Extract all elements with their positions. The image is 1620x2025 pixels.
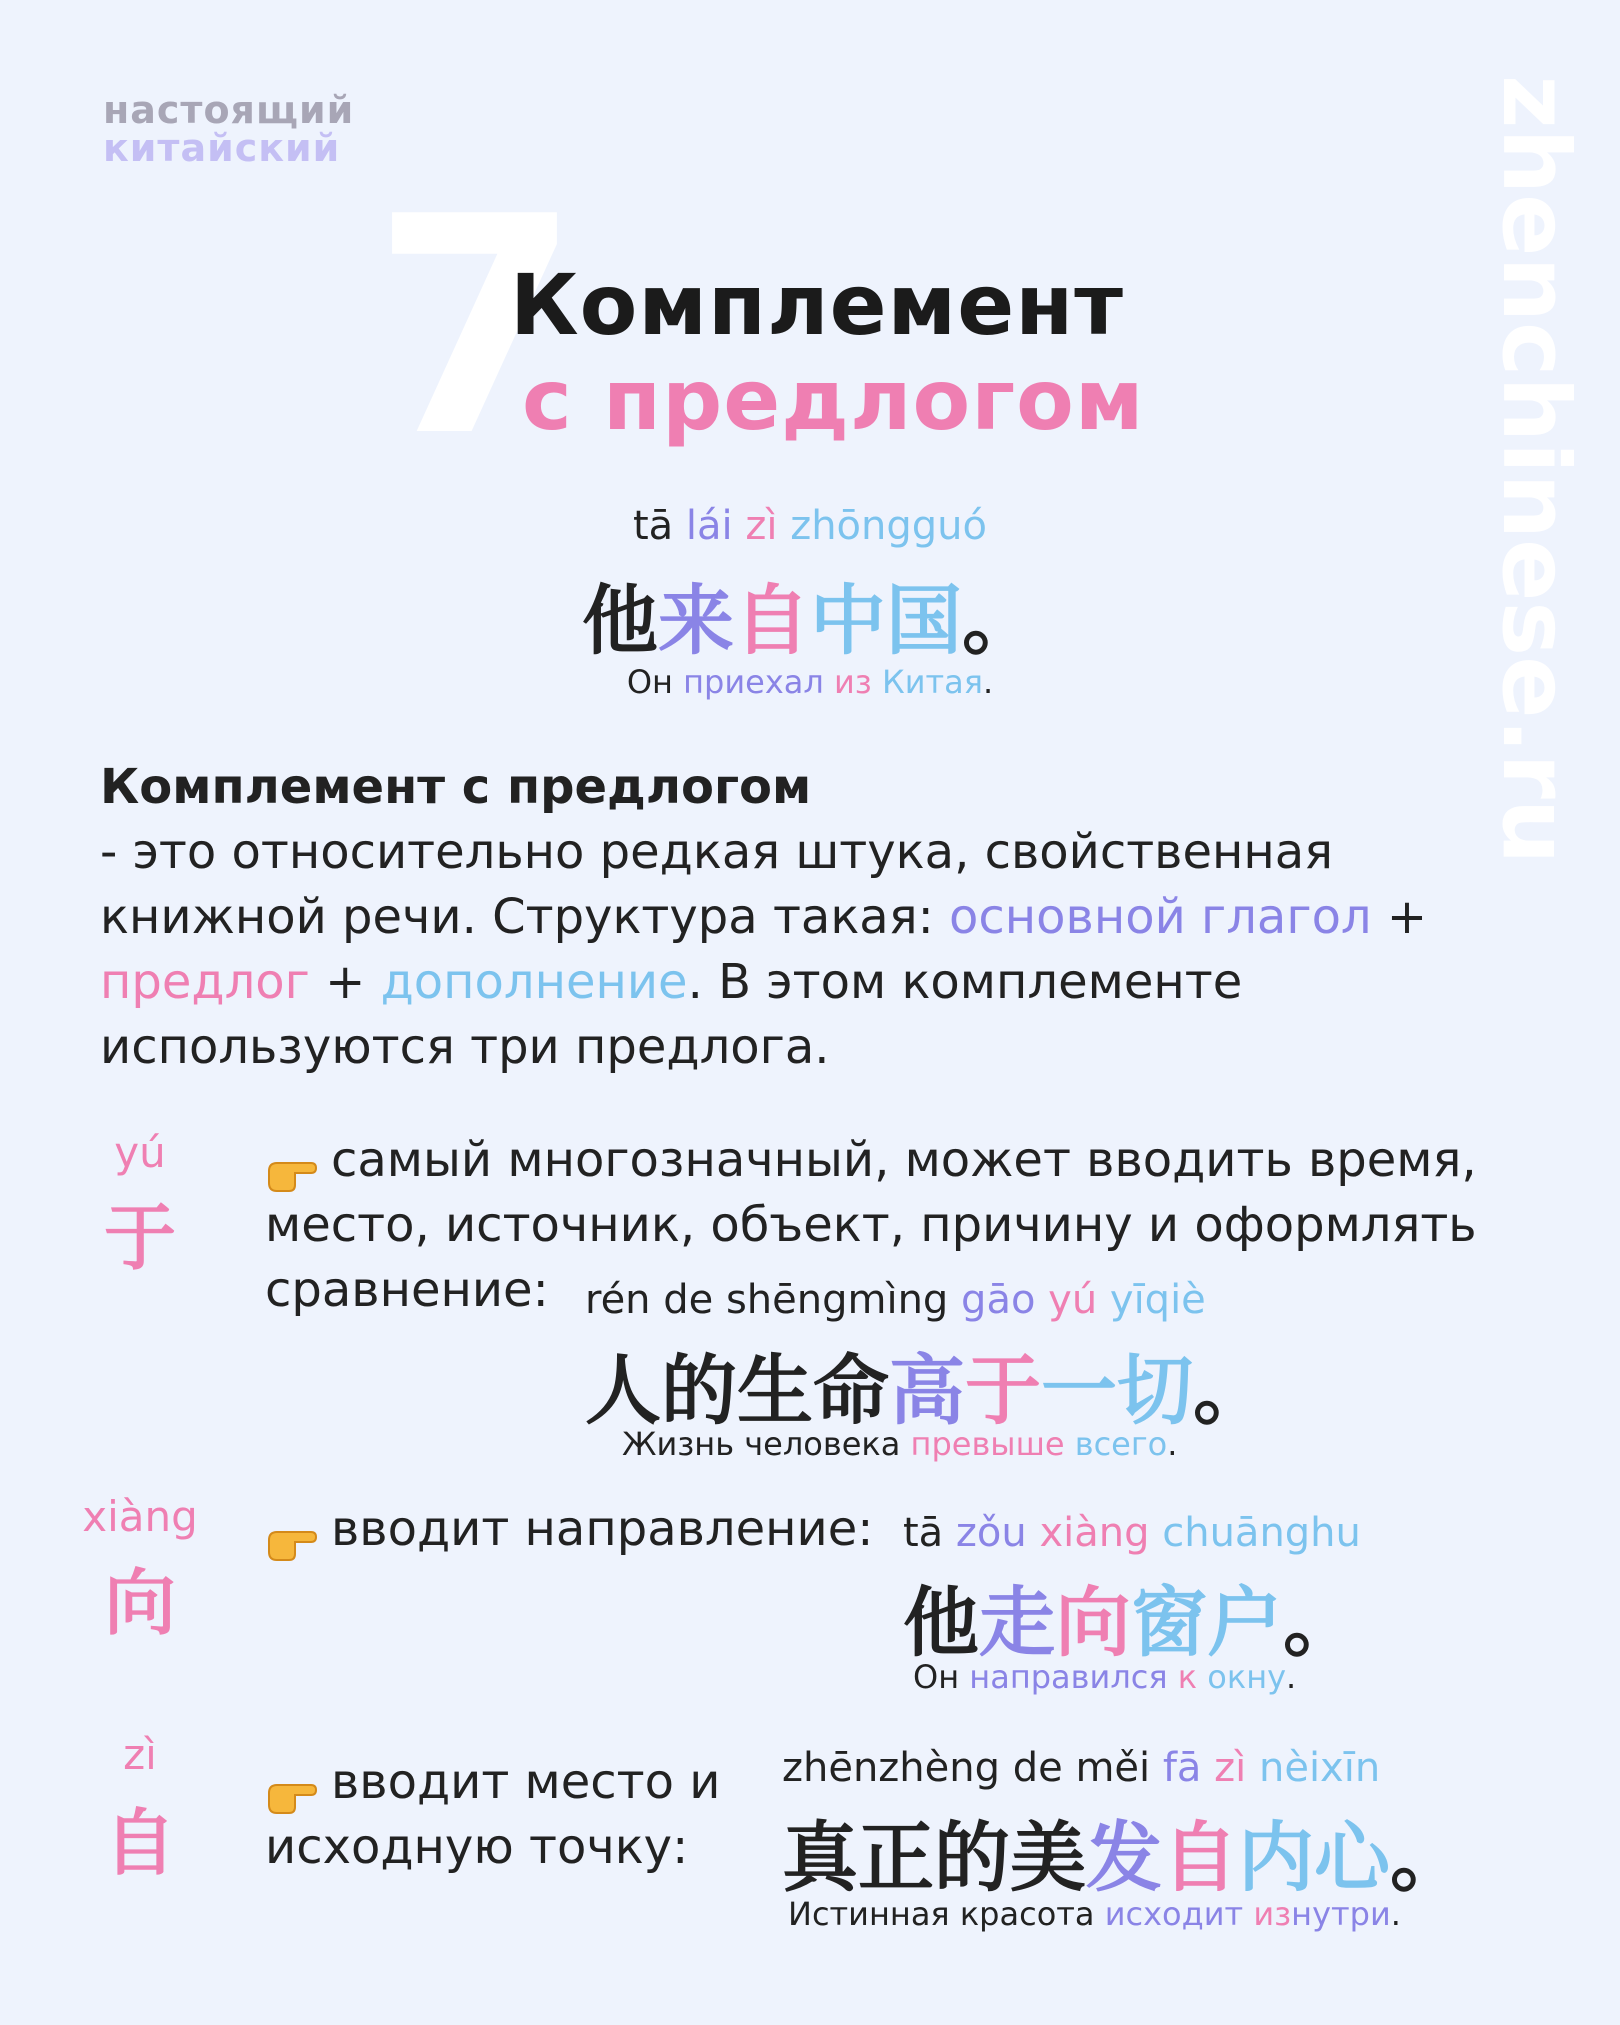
page-title-line2: с предлогом — [522, 351, 1145, 449]
text-segment: tā — [903, 1510, 956, 1556]
text-segment: исходит — [1104, 1895, 1254, 1933]
slide-number: 7 — [372, 153, 581, 502]
example-main-translation — [550, 663, 1070, 701]
text-segment: 。 — [1283, 1578, 1359, 1667]
text-segment: из — [1253, 1895, 1292, 1933]
text-segment: yú — [1048, 1277, 1110, 1323]
text-segment: fā — [1162, 1745, 1215, 1791]
intro-paragraph — [100, 755, 1540, 1080]
text-segment: zǒu — [955, 1510, 1040, 1556]
text-segment: 中国 — [810, 576, 962, 665]
pointing-hand-icon — [265, 1514, 317, 1550]
example-yu-translation — [622, 1425, 1177, 1463]
preposition-yu-description: самый многозначный, может вводить время, место, источник, объект, причину и оформлять сравнение: — [265, 1132, 1477, 1318]
text-segment: zì — [1214, 1745, 1259, 1791]
preposition-zi-hanzi: 自 — [103, 1800, 176, 1885]
text-segment: 向 — [1055, 1578, 1131, 1667]
text-segment: направился — [969, 1658, 1178, 1696]
text-segment: 他 — [903, 1578, 979, 1667]
example-xiang-translation — [913, 1658, 1296, 1696]
text-segment: 自 — [1162, 1813, 1238, 1902]
example-yu-pinyin — [585, 1277, 1206, 1323]
term-preposition: предлог — [100, 954, 310, 1010]
text-segment: tā — [633, 503, 686, 549]
pointing-hand-icon — [265, 1145, 317, 1181]
text-segment: lái — [685, 503, 746, 549]
text-segment: 。 — [1390, 1813, 1466, 1902]
text-segment: Истинная красота — [788, 1895, 1105, 1933]
text-segment: rén de shēngmìng — [585, 1277, 962, 1323]
text-segment: 内心 — [1238, 1813, 1390, 1902]
text-segment: Он — [626, 663, 684, 701]
text-segment: Он — [913, 1658, 970, 1696]
example-zi-hanzi — [782, 1797, 1466, 1906]
preposition-yu-hanzi: 于 — [103, 1195, 176, 1280]
example-main-hanzi — [500, 560, 1120, 669]
brand-logo-line2: китайский — [103, 126, 341, 170]
text-segment: нутри — [1291, 1895, 1391, 1933]
text-segment: 一切 — [1041, 1346, 1193, 1435]
preposition-xiang-pinyin: xiàng — [82, 1492, 198, 1541]
preposition-yu-pinyin: yú — [114, 1128, 166, 1177]
preposition-xiang-description: вводит направление: — [265, 1497, 873, 1562]
text-segment: 真正的美 — [782, 1813, 1086, 1902]
text-segment: 。 — [962, 576, 1038, 665]
text-segment: 。 — [1193, 1346, 1269, 1435]
plus-sign: + — [309, 954, 381, 1010]
text-segment: 来 — [658, 576, 734, 665]
text-segment: . — [1286, 1658, 1297, 1696]
text-segment: zhōngguó — [790, 503, 987, 549]
preposition-xiang-hanzi: 向 — [103, 1560, 176, 1645]
text-segment: zhēnzhèng de měi — [782, 1745, 1163, 1791]
text-segment: chuānghu — [1162, 1510, 1361, 1556]
preposition-zi-pinyin: zì — [123, 1730, 157, 1779]
text-segment: приехал — [683, 663, 834, 701]
example-xiang-pinyin — [903, 1510, 1361, 1556]
text-segment: . — [1167, 1425, 1178, 1463]
text-segment: Китая — [881, 663, 983, 701]
intro-text1: - это относительно редкая штука, свойственная книжной речи. Структура такая: — [100, 824, 1334, 945]
text-segment: 发 — [1086, 1813, 1162, 1902]
text-segment: . — [983, 663, 994, 701]
text-segment: окну — [1207, 1658, 1287, 1696]
text-segment: xiàng — [1039, 1510, 1163, 1556]
watermark: zhenchinese.ru — [1482, 75, 1589, 865]
text-segment: превыше — [910, 1425, 1075, 1463]
term-main-verb: основной глагол — [949, 889, 1372, 945]
text-segment: 高 — [889, 1346, 965, 1435]
example-zi-pinyin — [782, 1745, 1380, 1791]
plus-sign: + — [1371, 889, 1428, 945]
brand-logo-line1: настоящий — [103, 88, 355, 132]
text-segment: 自 — [734, 576, 810, 665]
example-yu-hanzi — [585, 1330, 1269, 1439]
text-segment: Жизнь человека — [622, 1425, 911, 1463]
text-segment: всего — [1074, 1425, 1168, 1463]
text-segment: yīqiè — [1109, 1277, 1206, 1323]
text-segment: gāo — [961, 1277, 1049, 1323]
intro-bold: Комплемент с предлогом — [100, 759, 812, 815]
text-segment: 他 — [582, 576, 658, 665]
text-segment: 人的生命 — [585, 1346, 889, 1435]
preposition-zi-description: вводит место и исходную точку: — [265, 1754, 721, 1875]
text-segment: nèixīn — [1258, 1745, 1381, 1791]
example-main-pinyin — [600, 503, 1020, 549]
example-xiang-hanzi — [903, 1562, 1359, 1671]
text-segment: 走 — [979, 1578, 1055, 1667]
example-zi-translation — [788, 1895, 1401, 1933]
text-segment: 窗户 — [1131, 1578, 1283, 1667]
page-title-line1: Комплемент — [510, 256, 1124, 354]
text-segment: 于 — [965, 1346, 1041, 1435]
text-segment: zì — [745, 503, 791, 549]
intro-text2: . В этом комплементе используются три предлога. — [100, 954, 1243, 1075]
text-segment: из — [834, 663, 882, 701]
pointing-hand-icon — [265, 1767, 317, 1803]
term-object: дополнение — [380, 954, 688, 1010]
text-segment: к — [1177, 1658, 1208, 1696]
text-segment: . — [1390, 1895, 1401, 1933]
